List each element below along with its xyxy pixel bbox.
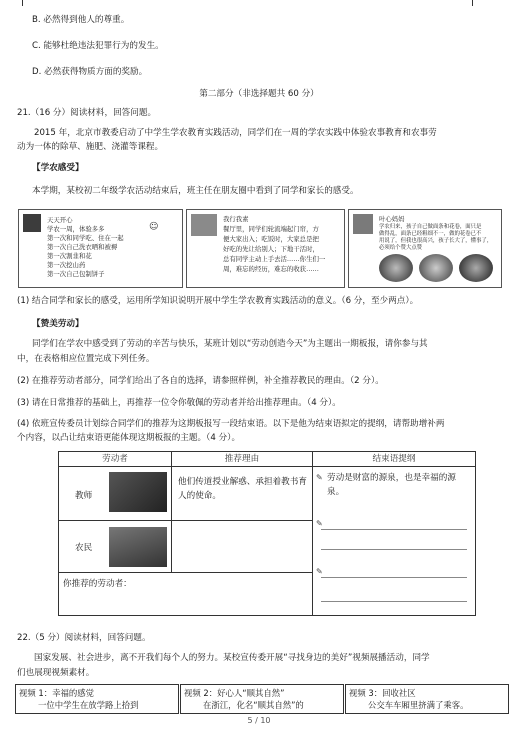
table-header-outline: 结束语提纲	[313, 452, 476, 467]
option-c: C. 能够杜绝违法犯罪行为的发生。	[32, 41, 164, 51]
reason-teacher-cell	[172, 467, 313, 521]
video1-title: 视频 1：幸福的感觉	[19, 688, 94, 698]
worker-label-farmer: 农民	[75, 543, 93, 553]
blank-line[interactable]	[321, 601, 467, 602]
post-line: 总有同学主动上手去活……你生们一	[223, 255, 326, 263]
post-line: 学农归来，孩子自己做面条和花卷，面只是	[379, 224, 482, 230]
top-border-left	[22, 0, 23, 6]
post-line: 做得乱，面条已经粗细不一，做的花卷已不	[379, 231, 482, 237]
pen-icon: ✎	[316, 567, 323, 576]
post-line: 周，难忘的经历，难忘的收获……	[223, 265, 319, 273]
video3-title: 视频 3：回收社区	[349, 688, 416, 698]
worker-label-teacher: 教师	[75, 491, 93, 501]
q21-intro-line1: 2015 年，北京市教委启动了中学生学农教育实践活动，同学们在一周的学农实践中体验农事教育和农事劳	[34, 128, 437, 138]
post-line: 第一次自己包制饼子	[47, 270, 105, 278]
question-3: (3) 请在日常推荐的基础上，再推荐一位令你敬佩的劳动者并给出推荐理由。（4 分）。	[17, 398, 341, 408]
section-praise-text-line1: 同学们在学农中感受到了劳动的辛苦与快乐，某班计划以“劳动创造今天”为主题出一期板报，请你参与其	[32, 339, 428, 349]
section-heading-feeling: 【学农感受】	[32, 163, 84, 173]
teacher-photo	[109, 472, 167, 512]
question-2: (2) 在推荐劳动者部分，同学们给出了各自的选择，请参照样例，补全推荐教民的理由。（2 分）。	[17, 376, 384, 386]
food-photo	[459, 254, 493, 282]
avatar	[23, 214, 41, 232]
food-photo	[419, 254, 453, 282]
post-line: 第一次和同学吃、住在一起	[47, 234, 124, 242]
post-line: 好吃的先让给别人；下地干活时，	[223, 245, 319, 253]
blank-line[interactable]	[321, 549, 467, 550]
post-line: 第一次割韭和花	[47, 252, 92, 260]
table-header-worker: 劳动者	[59, 452, 172, 467]
avatar	[353, 214, 373, 234]
social-post-classmate	[186, 209, 345, 288]
question-4-line1: (4) 依班宣传委员计划综合同学们的推荐为这期板报写一段结束语。以下是他为结束语拟定的提纲，请帮助增补两	[17, 419, 445, 429]
video2-title: 视频 2：好心人“顺其自然”	[184, 688, 285, 698]
question-4-line2: 个内容，以凸让结束语更能体现这期板报的主题。（4 分）。	[17, 433, 241, 443]
post-author: 我行我素	[223, 215, 249, 223]
food-photo	[379, 254, 413, 282]
table-header-reason: 推荐理由	[172, 452, 313, 467]
reason-farmer-cell[interactable]	[172, 521, 313, 573]
section-feeling-text: 本学期，某校初二年级学农活动结束后，班主任在朋友圈中看到了同学和家长的感受。	[32, 186, 359, 196]
post-line: 第一次挖山药	[47, 261, 86, 269]
q22-header: 22.（5 分）阅读材料，回答问题。	[17, 633, 151, 643]
video-box-2	[180, 684, 344, 714]
post-line: 用说了，但我也很高兴，孩子长大了，懂事了，	[379, 238, 493, 244]
post-line: 学农一周，体验多多	[47, 225, 105, 233]
section-praise-text-line2: 中，在表格相应位置完成下列任务。	[17, 354, 155, 364]
post-line: 必须给个赞大点赞	[379, 245, 423, 251]
pen-icon: ✎	[316, 519, 323, 528]
q22-text-line2: 们也展现视频素材。	[17, 668, 95, 678]
q21-header: 21.（16 分）阅读材料，回答问题。	[17, 108, 157, 118]
table-row-teacher	[59, 467, 172, 521]
video-box-1	[15, 684, 179, 714]
top-border-right	[472, 0, 473, 6]
outline-item-1: 劳动是财富的源泉，也是幸福的源泉。	[327, 473, 456, 497]
avatar	[191, 214, 217, 236]
table-row-farmer	[59, 521, 172, 573]
blank-line[interactable]	[321, 577, 467, 578]
post-line: 餐厅里，同学们轮流端起门帘，方	[223, 225, 319, 233]
pen-icon: ✎	[316, 473, 323, 482]
option-d: D. 必然获得物质方面的奖励。	[32, 67, 148, 77]
post-author: 叶心妈妈	[379, 215, 405, 223]
smile-icon: ☺	[149, 222, 159, 232]
post-line: 便大家出入；吃饭时，大家总是把	[223, 235, 319, 243]
recommend-table	[58, 451, 476, 616]
page-number: 5 / 10	[247, 716, 271, 725]
table-row-your-choice[interactable]	[59, 573, 313, 616]
part2-title: 第二部分（非选择题共 60 分）	[199, 89, 319, 99]
video2-body: 在浙江，化名“顺其自然”的	[203, 700, 304, 710]
your-choice-label: 你推荐的劳动者：	[63, 579, 132, 589]
post-line: 第一次自己洗衣晒和被褥	[47, 243, 118, 251]
option-b: B. 必然得到他人的尊重。	[32, 15, 130, 25]
blank-line[interactable]	[321, 529, 467, 530]
q21-intro-line2: 动为一体的除草、施肥、浇灌等课程。	[17, 142, 164, 152]
section-heading-praise: 【赞美劳动】	[32, 319, 84, 329]
video3-body: 公交车车厢里挤满了乘客。	[368, 700, 469, 710]
farmer-photo	[109, 527, 167, 567]
outline-cell	[313, 467, 476, 616]
video-box-3	[345, 684, 509, 714]
q22-text-line1: 国家发展、社会进步，离不开我们每个人的努力。某校宣传委开展“寻找身边的美好”视频展播活动，同学	[34, 653, 430, 663]
social-post-student	[18, 209, 183, 288]
social-post-parent	[348, 209, 502, 288]
post-author: 天天开心	[47, 216, 73, 224]
reason-teacher: 他们传道授业解惑、承担着教书育人的使命。	[178, 477, 307, 501]
video1-body: 一位中学生在放学路上拾到	[38, 700, 139, 710]
question-1: (1) 结合同学和家长的感受，运用所学知识说明开展中学生学农教育实践活动的意义。（6 分，至少两点）。	[17, 296, 419, 306]
